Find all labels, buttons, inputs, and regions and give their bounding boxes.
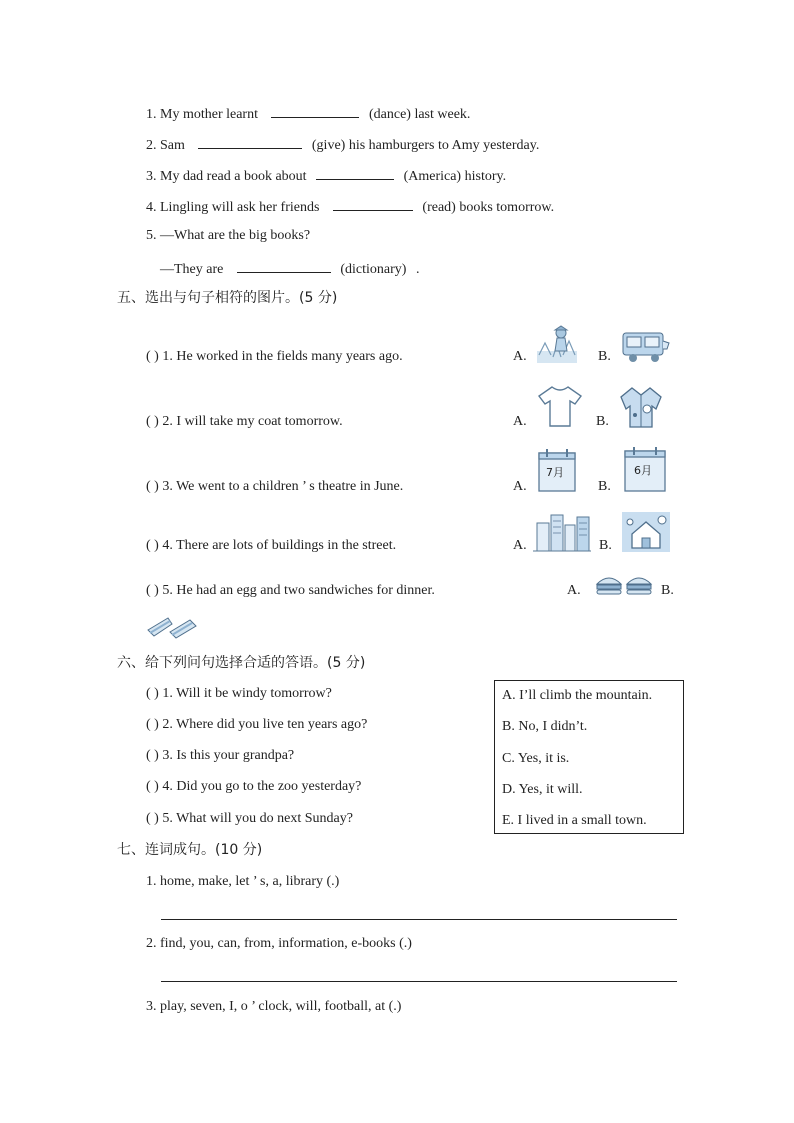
fill-item-5-question: 5. —What are the big books? [146,228,311,243]
question-item-5: ( ) 5. What will you do next Sunday? [146,811,353,826]
hamburgers-icon [594,572,656,603]
option-b-label: B. [661,583,674,598]
answer-paren[interactable]: ( ) [146,748,159,763]
answer-paren[interactable]: ( ) [146,538,159,553]
question-item-3: ( ) 3. Is this your grandpa? [146,748,295,763]
pic-item-1: ( ) 1. He worked in the fields many years ago. [146,349,403,364]
answer-option-d: D. Yes, it will. [502,782,583,797]
sentence-item-1: 1. home, make, let ’ s, a, library (.) [146,874,340,889]
answer-paren[interactable]: ( ) [146,414,159,429]
pic-item-5: ( ) 5. He had an egg and two sandwiches for dinner. [146,583,435,598]
fill-item-5-answer: —They are (dictionary) . [160,262,420,277]
answer-blank[interactable] [198,136,302,149]
buildings-icon [533,511,591,558]
section5-title: 五、选出与句子相符的图片。(5 分) [117,290,338,306]
sandwiches-icon [144,614,200,645]
pic-item-4: ( ) 4. There are lots of buildings in the street. [146,538,397,553]
section7-title: 七、连词成句。(10 分) [117,842,263,858]
sentence-item-3: 3. play, seven, I, o ’ clock, will, football, at (.) [146,999,402,1014]
option-a-label: A. [567,583,581,598]
sentence-item-2: 2. find, you, can, from, information, e-books (.) [146,936,412,951]
answer-paren[interactable]: ( ) [146,583,159,598]
fill-item-2: 2. Sam (give) his hamburgers to Amy yesterday. [146,138,540,153]
calendar-month-label: 7月 [546,466,564,479]
writing-line[interactable] [161,919,677,920]
answer-option-b: B. No, I didn’t. [502,719,588,734]
tshirt-icon [536,384,584,433]
truck-icon [619,327,671,370]
answer-paren[interactable]: ( ) [146,811,159,826]
answer-paren[interactable]: ( ) [146,479,159,494]
answer-paren[interactable]: ( ) [146,717,159,732]
pic-item-3: ( ) 3. We went to a children ’ s theatre in June. [146,479,404,494]
option-a-label: A. [513,479,527,494]
answer-paren[interactable]: ( ) [146,349,159,364]
calendar-month-label: 6月 [634,464,652,477]
section6-title: 六、给下列问句选择合适的答语。(5 分) [117,655,366,671]
calendar-july-icon [537,447,577,493]
answer-option-e: E. I lived in a small town. [502,813,647,828]
answer-paren[interactable]: ( ) [146,686,159,701]
answer-blank[interactable] [333,198,413,211]
answer-blank[interactable] [237,260,331,273]
fill-item-1: 1. My mother learnt (dance) last week. [146,107,471,122]
answer-options-box [494,680,684,834]
pic-item-2: ( ) 2. I will take my coat tomorrow. [146,414,343,429]
jacket-icon [617,385,665,434]
calendar-june-icon [623,445,667,493]
option-a-label: A. [513,538,527,553]
answer-blank[interactable] [316,167,394,180]
question-item-4: ( ) 4. Did you go to the zoo yesterday? [146,779,362,794]
option-b-label: B. [598,479,611,494]
question-item-1: ( ) 1. Will it be windy tomorrow? [146,686,332,701]
farmer-icon [535,325,579,370]
answer-option-c: C. Yes, it is. [502,751,570,766]
fill-item-4: 4. Lingling will ask her friends (read) books tomorrow. [146,200,555,215]
answer-option-a: A. I’ll climb the mountain. [502,688,653,703]
fill-item-3: 3. My dad read a book about (America) history. [146,169,507,184]
option-a-label: A. [513,349,527,364]
answer-blank[interactable] [271,105,359,118]
question-item-2: ( ) 2. Where did you live ten years ago? [146,717,368,732]
option-b-label: B. [599,538,612,553]
writing-line[interactable] [161,981,677,982]
option-b-label: B. [596,414,609,429]
answer-paren[interactable]: ( ) [146,779,159,794]
option-a-label: A. [513,414,527,429]
option-b-label: B. [598,349,611,364]
house-icon [622,512,670,557]
